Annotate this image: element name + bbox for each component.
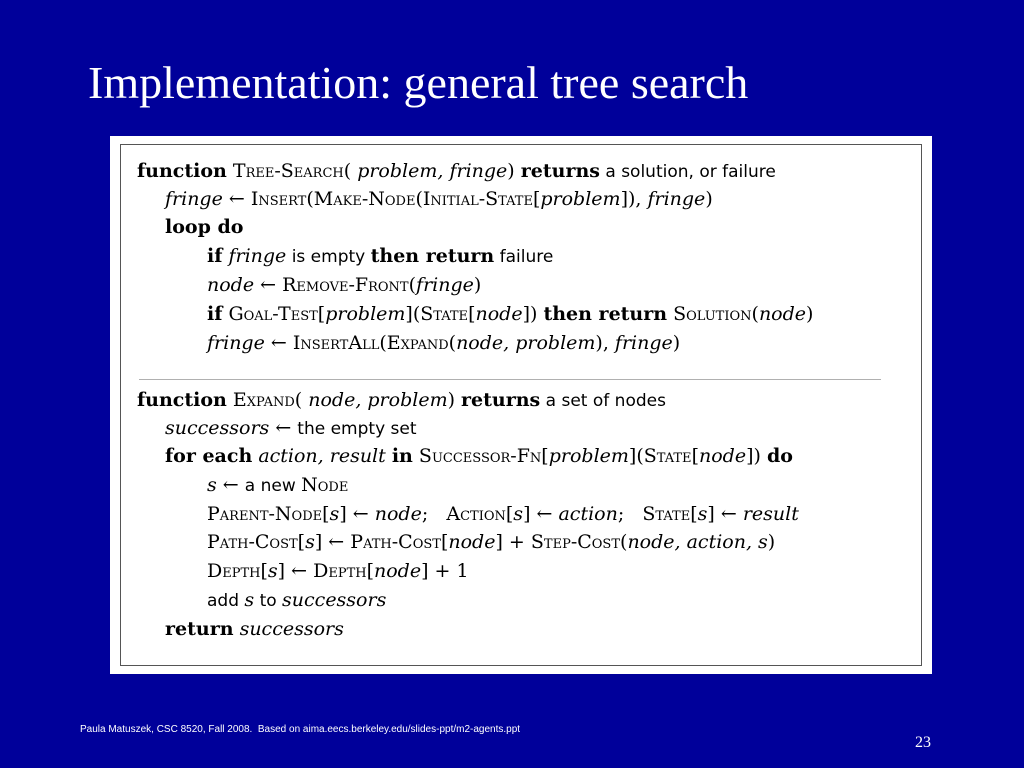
code-token: ; xyxy=(617,503,643,525)
code-token: node, problem xyxy=(456,332,596,354)
algorithm-frame xyxy=(120,144,922,666)
code-token: if xyxy=(207,303,223,325)
code-token: State xyxy=(420,303,469,325)
code-line-new-node xyxy=(207,473,348,498)
code-line-goal-test xyxy=(207,302,813,326)
code-token: the empty set xyxy=(297,419,417,439)
code-token: ] ← xyxy=(277,560,314,582)
code-token: ) xyxy=(447,389,462,411)
code-token: ← xyxy=(264,332,293,354)
code-token: ), xyxy=(595,332,615,354)
code-token: then return xyxy=(370,245,495,267)
code-token: Expand xyxy=(232,389,295,411)
code-token: is empty xyxy=(286,247,371,267)
code-token: s xyxy=(267,560,278,582)
code-token: then return xyxy=(543,303,668,325)
code-token: for each xyxy=(165,445,253,467)
code-token: ] ← xyxy=(707,503,743,525)
code-token: successors xyxy=(239,618,344,640)
code-line-return-successors xyxy=(165,617,344,641)
code-token: Depth xyxy=(207,560,261,582)
code-token: Expand xyxy=(386,332,449,354)
code-token: [ xyxy=(317,303,326,325)
code-token: Goal-Test xyxy=(228,303,318,325)
code-token: Solution xyxy=(673,303,752,325)
section-divider xyxy=(139,379,881,380)
code-token: in xyxy=(391,445,413,467)
code-token: loop do xyxy=(165,216,244,238)
code-token: Initial-State xyxy=(422,188,533,210)
code-token: Path-Cost xyxy=(207,531,298,553)
code-token: [ xyxy=(366,560,374,582)
code-line-expand-header xyxy=(137,388,666,413)
code-token: do xyxy=(766,445,793,467)
code-token: InsertAll xyxy=(292,332,380,354)
code-token: ) xyxy=(473,274,482,296)
code-token: [ xyxy=(322,503,330,525)
code-token: problem xyxy=(325,303,406,325)
code-token: ] + xyxy=(495,531,531,553)
code-token: a set of nodes xyxy=(540,391,666,411)
code-token: ( xyxy=(294,389,309,411)
code-token: ] ← xyxy=(314,531,351,553)
code-token: result xyxy=(742,503,799,525)
code-token: ]) xyxy=(522,303,544,325)
code-line-path-cost xyxy=(207,530,775,554)
code-token: node xyxy=(207,274,255,296)
code-token: ( xyxy=(415,188,423,210)
code-token: problem xyxy=(540,188,621,210)
code-token: ← xyxy=(222,188,251,210)
code-token: ) xyxy=(672,332,681,354)
code-token: node xyxy=(475,303,523,325)
code-token: node xyxy=(374,503,422,525)
code-token: successors xyxy=(165,417,270,439)
code-line-tree-search-header xyxy=(137,159,776,184)
code-token: Node xyxy=(301,474,349,496)
code-token: s xyxy=(513,503,524,525)
code-token: ] + 1 xyxy=(421,560,469,582)
code-token: [ xyxy=(260,560,268,582)
code-token: State xyxy=(643,445,692,467)
code-token: ]( xyxy=(628,445,644,467)
code-token: s xyxy=(244,589,255,611)
code-token: [ xyxy=(297,531,306,553)
code-token: [ xyxy=(440,531,449,553)
code-token: [ xyxy=(468,303,476,325)
code-token: fringe xyxy=(165,188,223,210)
code-token: ( xyxy=(751,303,759,325)
code-token: problem, fringe xyxy=(357,160,508,182)
code-token: ]) xyxy=(746,445,767,467)
code-line-remove-front xyxy=(207,273,481,297)
code-token: ) xyxy=(507,160,521,182)
code-token: fringe xyxy=(207,332,265,354)
code-token: ] ← xyxy=(523,503,559,525)
code-token: ← xyxy=(269,417,298,439)
code-token: a solution, or failure xyxy=(599,162,776,182)
code-token: [ xyxy=(690,503,698,525)
code-token: ] ← xyxy=(339,503,375,525)
code-line-for-each xyxy=(165,444,793,468)
code-token: Successor-Fn xyxy=(418,445,542,467)
footer-credit: Paula Matuszek, CSC 8520, Fall 2008. Based on aima.eecs.berkeley.edu/slides-ppt/m2-agents.ppt xyxy=(80,724,521,735)
code-token: Tree-Search xyxy=(232,160,344,182)
code-token: returns xyxy=(520,160,600,182)
code-token: fringe xyxy=(647,188,706,210)
code-token: ; xyxy=(421,503,447,525)
code-token: [ xyxy=(505,503,514,525)
code-token: ]( xyxy=(405,303,421,325)
code-token: fringe xyxy=(614,332,673,354)
code-token: node xyxy=(758,303,807,325)
code-token: [ xyxy=(532,188,541,210)
code-token: ]), xyxy=(620,188,648,210)
code-token: [ xyxy=(691,445,699,467)
code-token: ( xyxy=(343,160,358,182)
code-token: Parent-Node xyxy=(207,503,323,525)
code-token: function xyxy=(137,160,227,182)
code-token: problem xyxy=(548,445,629,467)
code-token: return xyxy=(165,618,234,640)
algorithm-panel xyxy=(110,136,932,674)
code-token: ( xyxy=(306,188,314,210)
code-line-insert-all xyxy=(207,331,680,355)
code-token: to xyxy=(254,591,283,611)
code-token: fringe xyxy=(228,245,287,267)
code-token: Step-Cost xyxy=(530,531,621,553)
code-line-if-fringe-empty xyxy=(207,244,553,269)
code-token: ) xyxy=(767,531,776,553)
code-token: successors xyxy=(282,589,387,611)
code-token: action, result xyxy=(258,445,386,467)
slide-title: Implementation: general tree search xyxy=(88,57,749,108)
code-token: function xyxy=(137,389,227,411)
code-token: node, action, s xyxy=(627,531,768,553)
code-token: node, problem xyxy=(308,389,448,411)
code-token: ( xyxy=(448,332,457,354)
code-token: s xyxy=(697,503,708,525)
code-token: ( xyxy=(408,274,417,296)
code-token: s xyxy=(207,474,217,496)
code-line-add-to-successors xyxy=(207,588,386,613)
code-line-loop-do xyxy=(165,215,243,239)
code-line-depth xyxy=(207,559,469,583)
code-token: ( xyxy=(620,531,628,553)
code-token: s xyxy=(329,503,340,525)
code-line-parent-action-state xyxy=(207,502,799,526)
code-token: node xyxy=(698,445,747,467)
code-token: Path-Cost xyxy=(350,531,441,553)
page-number: 23 xyxy=(915,734,931,751)
code-token: node xyxy=(374,560,422,582)
code-token: Depth xyxy=(313,560,367,582)
code-token: ) xyxy=(705,188,713,210)
code-token: Remove-Front xyxy=(282,274,409,296)
code-token: ← xyxy=(254,274,283,296)
code-token: fringe xyxy=(416,274,474,296)
code-token: Insert xyxy=(250,188,307,210)
code-token: add xyxy=(207,591,245,611)
code-token: ) xyxy=(806,303,814,325)
code-token: node xyxy=(448,531,496,553)
code-token: ( xyxy=(379,332,387,354)
code-token: a new xyxy=(244,476,302,496)
code-token: if xyxy=(207,245,223,267)
code-token: [ xyxy=(541,445,549,467)
code-token: failure xyxy=(494,247,554,267)
code-token: ← xyxy=(216,474,245,496)
code-token: action xyxy=(558,503,618,525)
code-token: returns xyxy=(461,389,541,411)
code-line-fringe-insert xyxy=(165,187,713,211)
code-token: s xyxy=(305,531,315,553)
code-token: Action xyxy=(446,503,506,525)
code-token: State xyxy=(642,503,691,525)
code-line-successors-init xyxy=(165,416,417,441)
code-token: Make-Node xyxy=(313,188,416,210)
